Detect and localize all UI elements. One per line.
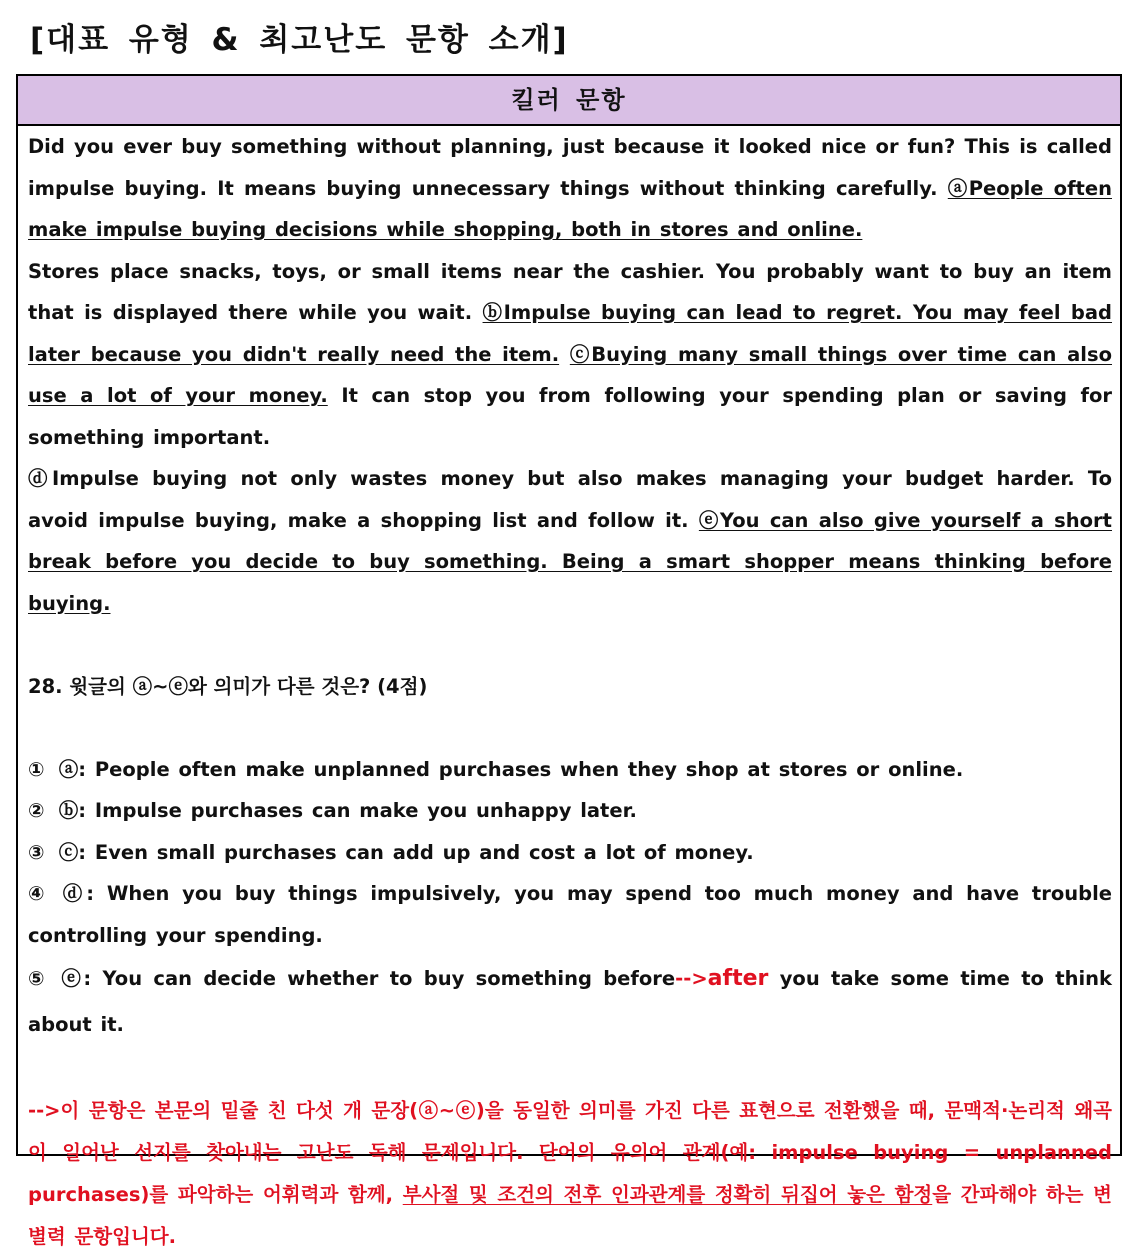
- choice-text: ⓐ: People often make unplanned purchases when they shop at stores or online.: [58, 757, 964, 781]
- note-text: 을 간파해야 하는 변별력 문항입니다.: [28, 1182, 1112, 1248]
- choice-text: ⓒ: Even small purchases can add up and cost a lot of money.: [58, 840, 754, 864]
- passage-paragraph-2: [28, 251, 1112, 459]
- choice-number: ②: [28, 799, 45, 822]
- page-title: [대표 유형 & 최고난도 문항 소개]: [30, 22, 569, 58]
- note-text: -->이 문항은 본문의 밑줄 친 다섯 개 문장(ⓐ~ⓔ)을 동일한 의미를 가진 다른 표현으로 전환했을 때, 문맥적·논리적 왜곡이 일어난 선지를 찾아내는 고난도 독해 문제입니다. 단어의 유의어 관계(예: impulse buying = unplanned purchases)를 파악하는 어휘력과 함께,: [28, 1098, 1112, 1206]
- passage-text: Did you ever buy something without planning, just because it looked nice or fun? This is called impulse buying. It means buying unnecessary things without thinking carefully.: [28, 135, 1112, 200]
- correction-word: after: [707, 966, 769, 991]
- box-header: 킬러 문항: [18, 76, 1120, 126]
- passage-text: Stores place snacks, toys, or small items near the cashier. You probably want to buy an item that is displayed there while you wait.: [28, 259, 1112, 324]
- passage-paragraph-3: [28, 458, 1112, 624]
- choice-number: ⑤: [28, 967, 45, 990]
- passage-paragraph-1: [28, 126, 1112, 251]
- explanation-note: [28, 1090, 1112, 1258]
- choice-number: ③: [28, 840, 45, 864]
- choice-number: ④: [28, 882, 45, 905]
- question-box: [16, 74, 1122, 1248]
- choice-number: ①: [28, 757, 45, 781]
- underlined-sentence-c: ⓒBuying many small things over time can also use a lot of your money.: [28, 342, 1112, 407]
- correction-arrow: -->: [675, 967, 708, 990]
- choice-text: ⓑ: Impulse purchases can make you unhappy later.: [58, 799, 637, 822]
- content: [18, 126, 1120, 1258]
- underlined-sentence-e: ⓔYou can also give yourself a short break before you decide to buy something. Being a smart shopper means thinking before buying.: [28, 508, 1112, 615]
- choice-3: [28, 832, 1112, 874]
- choice-4: [28, 873, 1112, 956]
- choice-5: [28, 956, 1112, 1048]
- choice-text: ⓔ: You can decide whether to buy something before: [61, 967, 676, 990]
- note-underlined: 부사절 및 조건의 전후 인과관계를 정확히 뒤집어 놓은 함정: [402, 1182, 933, 1206]
- passage-text: It can stop you from following your spending plan or saving for something important.: [28, 384, 1112, 449]
- underlined-sentence-b: ⓑImpulse buying can lead to regret. You may feel bad later because you didn't really need the item.: [28, 301, 1112, 366]
- choice-2: [28, 790, 1112, 832]
- question-stem: 28. 윗글의 ⓐ~ⓔ와 의미가 다른 것은? (4점): [28, 674, 428, 698]
- choice-1: [28, 749, 1112, 791]
- passage-text: ⓓImpulse buying not only wastes money but also makes managing your budget harder. To avoid impulse buying, make a shopping list and follow it.: [28, 467, 1112, 532]
- choice-text: you take some time to think about it.: [28, 967, 1112, 1036]
- underlined-sentence-a: ⓐPeople often make impulse buying decisions while shopping, both in stores and online.: [28, 176, 1112, 241]
- choice-text: ⓓ: When you buy things impulsively, you may spend too much money and have trouble controlling your spending.: [28, 882, 1112, 947]
